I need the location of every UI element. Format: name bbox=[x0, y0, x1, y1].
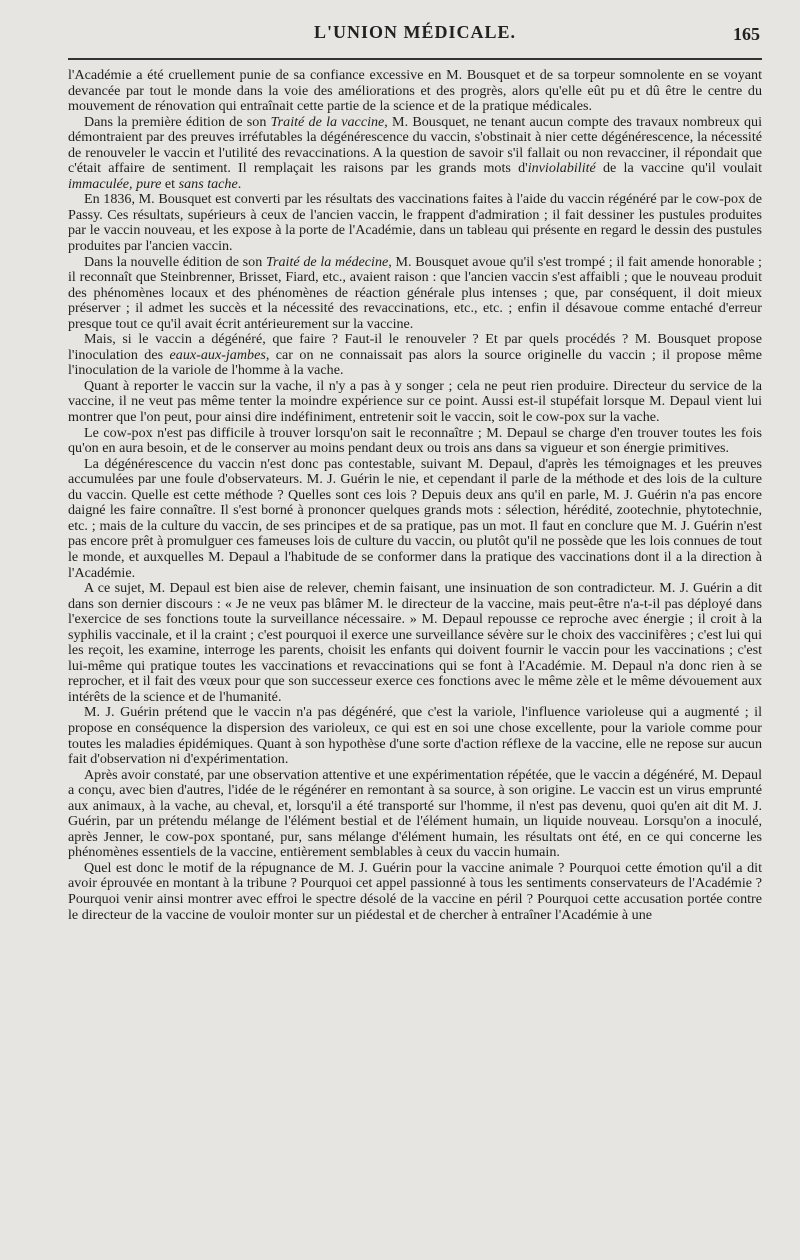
text-run: La dégénérescence du vaccin n'est donc pas contestable, suivant M. Depaul, d'après les témoignages et les preuves accumulées par une foule d'observateurs. M. J. Guérin le nie, et cependant il parle de la méthode et des lois de la culture du vaccin. Quelle est cette méthode ? Quelles sont ces lois ? Depuis deux ans qu'il en parle, M. J. Guérin n'a pas encore daigné les faire connaître. Il s'est borné à prononcer quelques grands mots : sélection, hérédité, zootechnie, phytotechnie, etc. ; mais de la culture du vaccin, de ses principes et de sa pratique, pas un mot. Il faut en conclure que M. J. Guérin n'est pas encore prêt à promulguer ces fameuses lois de culture du vaccin, ou plutôt qu'il ne possède que les lois connues de tout le monde, et auxquelles M. Depaul a l'habitude de se conformer dans la pratique des vaccinations dont il a la direction à l'Académie. bbox=[68, 455, 762, 581]
italic-text: eaux-aux-jambes bbox=[169, 346, 266, 363]
text-run: M. J. Guérin prétend que le vaccin n'a pas dégénéré, que c'est la variole, l'influence varioleuse qui a augmenté ; il propose en conséquence la dispersion des varioleux, ce qui est en soi une chose excellente, pour la variole comme pour toutes les maladies épidémiques. Quant à son hypothèse d'une sorte d'action réflexe de la vaccine, elle ne repose sur aucun fait d'observation ni d'expérimentation. bbox=[68, 704, 762, 768]
italic-text: sans tache bbox=[178, 175, 238, 192]
paragraph bbox=[68, 705, 762, 767]
header-rule bbox=[68, 58, 762, 60]
text-run: l'Académie a été cruellement punie de sa confiance excessive en M. Bousquet et de sa torpeur somnolente en se voyant devancée par tout le monde dans la voie des améliorations et des progrès, alors qu'elle eût pu et dû être le centre du mouvement de rénovation qui entraînait cette partie de la science et de la pratique médicales. bbox=[68, 67, 762, 115]
article-body bbox=[68, 68, 762, 923]
italic-text: Traité de la vaccine bbox=[270, 113, 385, 130]
text-run: , car on ne connaissait pas alors la source originelle du vaccin ; il propose même l'inoculation de la variole de l'homme à la vache. bbox=[68, 346, 763, 379]
text-run: Dans la nouvelle édition de son bbox=[84, 253, 266, 270]
italic-text: inviolabilité bbox=[527, 160, 596, 177]
text-run: Après avoir constaté, par une observation attentive et une expérimentation répétée, que le vaccin a dégénéré, M. Depaul a conçu, avec bien d'autres, l'idée de le régénérer en remontant à sa source, à son origine. Le vaccin est un virus emprunté aux animaux, à la vache, au cheval, et, lorsqu'il a été transporté sur l'homme, il n'est pas devenu, quoi qu'en ait dit M. J. Guérin, par un prétendu mélange de l'élément bestial et de l'élément humain, un liquide nouveau. Lorsqu'on a inoculé, après Jenner, le cow-pox spontané, pur, sans mélange d'élément humain, les résultats ont été, en ce qui concerne les phénomènes essentiels de la vaccine, entièrement semblables à ceux du vaccin humain. bbox=[68, 766, 762, 861]
running-header bbox=[68, 18, 762, 52]
paragraph bbox=[68, 192, 762, 254]
text-run: Dans la première édition de son bbox=[84, 113, 271, 130]
text-run: de la vaccine qu'il voulait bbox=[595, 160, 762, 177]
text-run: et bbox=[161, 175, 179, 192]
italic-text: immaculée, pure bbox=[68, 175, 162, 192]
paragraph bbox=[68, 115, 762, 193]
paragraph bbox=[68, 768, 762, 861]
text-run: A ce sujet, M. Depaul est bien aise de relever, chemin faisant, une insinuation de son contradicteur. M. J. Guérin a dit dans son dernier discours : « Je ne veux pas blâmer M. le directeur de la vaccine, mais peut-être n'a-t-il pas déployé dans l'exercice de ses fonctions toute la surveillance nécessaire. » M. Depaul repousse ce reproche avec énergie ; il croit à la syphilis vaccinale, et il la craint ; c'est pourquoi il exerce une surveillance sévère sur le choix des vaccinifères ; c'est lui qui les reçoit, les examine, interroge les parents, choisit les enfants qui doivent fournir le vaccin pour les vaccinations ; c'est lui-même qui pratique toutes les vaccinations et revaccinations qui se font à l'Académie. M. Depaul n'a donc rien à se reprocher, et il fait des vœux pour que son successeur exerce ces fonctions avec le même zèle et le même dévouement aux intérêts de la science et de l'humanité. bbox=[68, 580, 762, 705]
paragraph bbox=[68, 379, 762, 426]
italic-text: Traité de la médecine bbox=[265, 253, 389, 270]
text-run: . bbox=[237, 175, 242, 192]
paragraph bbox=[68, 332, 762, 379]
text-run: , M. Bousquet avoue qu'il s'est trompé ; il fait amende honorable ; il reconnaît que Steinbrenner, Brisset, Fiard, etc., avaient raison : que l'ancien vaccin s'est affaibli ; que le nouveau produit des phénomènes locaux et des phénomènes de réaction générale plus intenses ; que, par conséquent, il doit mieux préserver ; il admet les succès et la nécessité des revaccinations, etc., etc. ; enfin il désavoue comme entaché d'erreur presque tout ce qu'il avait écrit antérieurement sur la vaccine. bbox=[68, 253, 762, 332]
paragraph bbox=[68, 861, 762, 923]
text-run: Quel est donc le motif de la répugnance de M. J. Guérin pour la vaccine animale ? Pourquoi cette émotion qu'il a dit avoir éprouvée en montant à la tribune ? Pourquoi cet appel passionné à tous les sentiments conservateurs de l'Académie ? Pourquoi venir ainsi montrer avec effroi le spectre désolé de la vaccine en péril ? Pourquoi cette accusation portée contre le directeur de la vaccine de vouloir monter sur un piédestal et de chercher à entraîner l'Académie à une bbox=[68, 859, 762, 923]
journal-title: L'UNION MÉDICALE. bbox=[313, 22, 517, 42]
paragraph bbox=[68, 426, 762, 457]
text-run: En 1836, M. Bousquet est converti par les résultats des vaccinations faites à l'aide du vaccin régénéré par le cow-pox de Passy. Ces résultats, supérieurs à ceux de l'ancien vaccin, le frappent d'admiration ; il fait dessiner les pustules produites par le vaccin nouveau, et les expose à la porte de l'Académie, dans un tableau qui présente en regard le dessin des pustules produites par l'ancien vaccin. bbox=[68, 191, 762, 255]
text-run: Quant à reporter le vaccin sur la vache, il n'y a pas à y songer ; cela ne peut rien produire. Directeur du service de la vaccine, il ne veut pas même tenter la moindre expérience sur ce point. Aussi est-il stupéfait lorsque M. Depaul vient lui montrer que l'on peut, pour ainsi dire indéfiniment, entretenir soit le vaccin, soit le cow-pox sur la vache. bbox=[68, 377, 762, 426]
page-number: 165 bbox=[733, 24, 760, 44]
paragraph bbox=[68, 255, 762, 333]
paragraph bbox=[68, 68, 762, 115]
text-run: Mais, si le vaccin a dégénéré, que faire ? Faut-il le renouveler ? Et par quels procédés ? M. Bousquet propose l'inoculation des bbox=[68, 331, 762, 363]
paragraph bbox=[68, 581, 762, 705]
text-run: Le cow-pox n'est pas difficile à trouver lorsqu'on sait le reconnaître ; M. Depaul se charge d'en trouver toutes les fois qu'on en aura besoin, et de le conserver au moins pendant deux ou trois ans dans sa vigueur et son énergie primitives. bbox=[68, 424, 762, 457]
text-run: , M. Bousquet, ne tenant aucun compte des travaux nombreux qui démontraient par des preuves irréfutables la dégénérescence du vaccin, s'obstinait à nier cette dégénérescence, la nécessité de renouveler le vaccin et l'utilité des revaccinations. A la question de savoir s'il fallait ou non revacciner, il répondait que c'était affaire de sentiment. Il remplaçait les raisons par les grands mots d' bbox=[68, 113, 763, 177]
paragraph bbox=[68, 457, 762, 581]
